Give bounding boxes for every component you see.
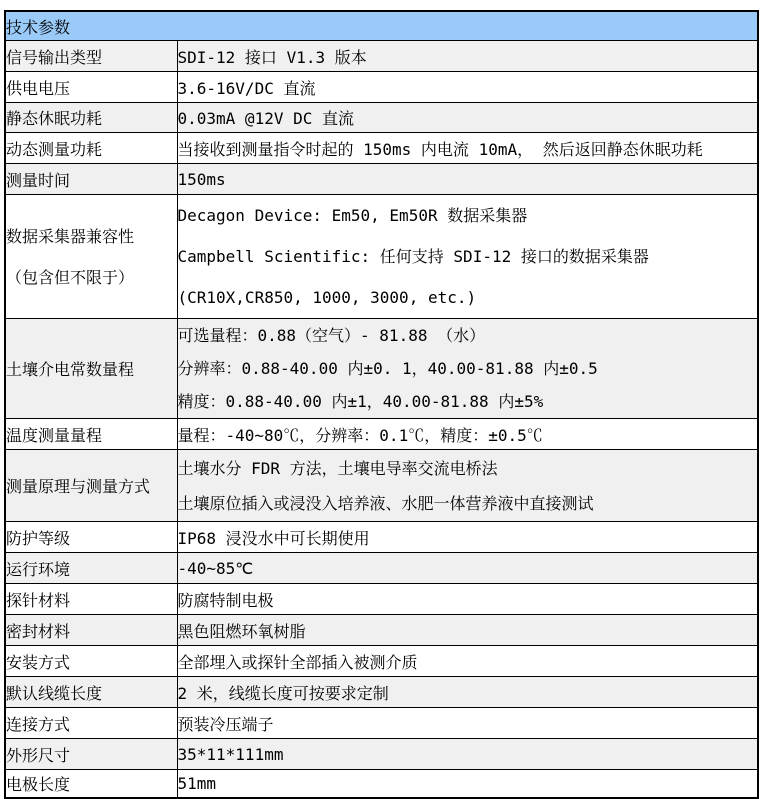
param-name-cell-line: 供电电压 [6, 78, 71, 98]
param-value-cell [177, 708, 758, 739]
param-name-cell-line: 温度测量量程 [6, 425, 103, 445]
param-value-cell-line: 土壤原位插入或浸没入培养液、水肥一体营养液中直接测试 [177, 493, 594, 513]
param-value-cell [177, 584, 758, 615]
param-name-cell-line: 探针材料 [6, 590, 71, 610]
param-value-cell-line: 150ms [177, 169, 226, 189]
param-value-cell-line: Decagon Device: Em50, Em50R 数据采集器 [177, 206, 528, 225]
table-row [5, 739, 758, 770]
param-value-cell [177, 770, 758, 798]
param-value-cell [177, 419, 758, 450]
param-value-cell-line: (CR10X,CR850, 1000, 3000, etc.) [177, 288, 477, 307]
table-row [5, 584, 758, 615]
table-row [5, 195, 758, 319]
param-value-cell [177, 739, 758, 770]
table-header-row [5, 11, 758, 41]
param-value-cell [177, 195, 758, 319]
table-row [5, 133, 758, 164]
param-name-cell [5, 584, 177, 615]
table-row [5, 770, 758, 798]
param-name-cell [5, 553, 177, 584]
param-name-cell-line: 数据采集器兼容性 [6, 226, 135, 246]
param-value-cell [177, 133, 758, 164]
param-value-cell-line: 量程：-40~80℃，分辨率：0.1℃，精度：±0.5℃ [177, 425, 543, 445]
param-value-cell-line: 预装冷压端子 [177, 714, 274, 734]
table-row [5, 522, 758, 553]
param-name-cell-line: 外形尺寸 [6, 745, 71, 765]
table-row [5, 553, 758, 584]
table-row [5, 103, 758, 133]
param-value-cell-line: 0.03mA @12V DC 直流 [177, 109, 354, 128]
table-row [5, 319, 758, 419]
table-row [5, 615, 758, 646]
param-value-cell-line: 2 米，线缆长度可按要求定制 [177, 683, 389, 703]
param-name-cell-line: 默认线缆长度 [6, 683, 103, 703]
param-value-cell-line: -40~85℃ [177, 558, 254, 578]
param-value-cell-line: 可选量程：0.88（空气）- 81.88 （水） [177, 326, 486, 345]
param-value-cell-line: 全部埋入或探针全部插入被测介质 [177, 652, 418, 672]
param-value-cell [177, 319, 758, 419]
param-value-cell-line: 当接收到测量指令时起的 150ms 内电流 10mA， 然后返回静态休眠功耗 [177, 139, 703, 159]
param-value-cell [177, 522, 758, 553]
param-name-cell-line: 动态测量功耗 [6, 139, 103, 159]
param-value-cell [177, 553, 758, 584]
table-body [5, 41, 758, 798]
param-value-cell-line: 35*11*111mm [177, 744, 284, 764]
param-value-cell-line: 3.6-16V/DC 直流 [177, 78, 316, 98]
param-name-cell-line: 密封材料 [6, 621, 71, 641]
param-name-cell [5, 133, 177, 164]
table-row [5, 41, 758, 72]
param-value-cell-line: 51mm [177, 773, 217, 793]
param-name-cell [5, 103, 177, 133]
param-name-cell [5, 450, 177, 522]
param-value-cell-line: SDI-12 接口 V1.3 版本 [177, 47, 367, 67]
param-name-cell [5, 41, 177, 72]
param-value-cell [177, 72, 758, 103]
table-row [5, 677, 758, 708]
param-value-cell [177, 164, 758, 195]
param-value-cell-line: Campbell Scientific: 任何支持 SDI-12 接口的数据采集器 [177, 247, 649, 266]
param-name-cell-line: 运行环境 [6, 559, 71, 579]
param-value-cell-line: IP68 浸没水中可长期使用 [177, 528, 370, 548]
param-name-cell-line: 测量原理与测量方式 [6, 477, 151, 496]
param-name-cell [5, 739, 177, 770]
param-name-cell [5, 164, 177, 195]
param-name-cell [5, 419, 177, 450]
param-name-cell [5, 72, 177, 103]
table-row [5, 72, 758, 103]
param-name-cell [5, 615, 177, 646]
tech-params-table [4, 10, 759, 799]
param-value-cell [177, 41, 758, 72]
table-row [5, 164, 758, 195]
param-name-cell-line: 防护等级 [6, 528, 71, 548]
table-row [5, 419, 758, 450]
param-value-cell-line: 黑色阻燃环氧树脂 [177, 621, 306, 641]
param-value-cell [177, 615, 758, 646]
param-name-cell [5, 770, 177, 798]
param-name-cell [5, 646, 177, 677]
param-value-cell [177, 103, 758, 133]
param-name-cell-line: 土壤介电常数量程 [6, 360, 135, 379]
table-row [5, 646, 758, 677]
param-value-cell [177, 450, 758, 522]
param-name-cell [5, 319, 177, 419]
param-value-cell-line: 土壤水分 FDR 方法，土壤电导率交流电桥法 [177, 458, 498, 478]
param-name-cell-line: 连接方式 [6, 714, 71, 734]
param-name-cell [5, 522, 177, 553]
param-value-cell-line: 分辨率：0.88-40.00 内±0. 1，40.00-81.88 内±0.5 [177, 359, 598, 378]
param-value-cell [177, 677, 758, 708]
table-title: 技术参数 [5, 11, 758, 41]
param-name-cell-line: 信号输出类型 [6, 47, 103, 67]
param-name-cell-line: 测量时间 [6, 170, 71, 190]
param-name-cell-line: 静态休眠功耗 [6, 109, 103, 128]
param-value-cell [177, 646, 758, 677]
param-value-cell-line: 精度：0.88-40.00 内±1，40.00-81.88 内±5% [177, 392, 544, 411]
param-name-cell [5, 677, 177, 708]
param-name-cell [5, 708, 177, 739]
param-name-cell-line: （包含但不限于） [6, 267, 135, 287]
param-name-cell-line: 电极长度 [6, 774, 71, 794]
param-name-cell [5, 195, 177, 319]
table-row [5, 450, 758, 522]
param-value-cell-line: 防腐特制电极 [177, 590, 274, 610]
param-name-cell-line: 安装方式 [6, 652, 71, 672]
table-row [5, 708, 758, 739]
